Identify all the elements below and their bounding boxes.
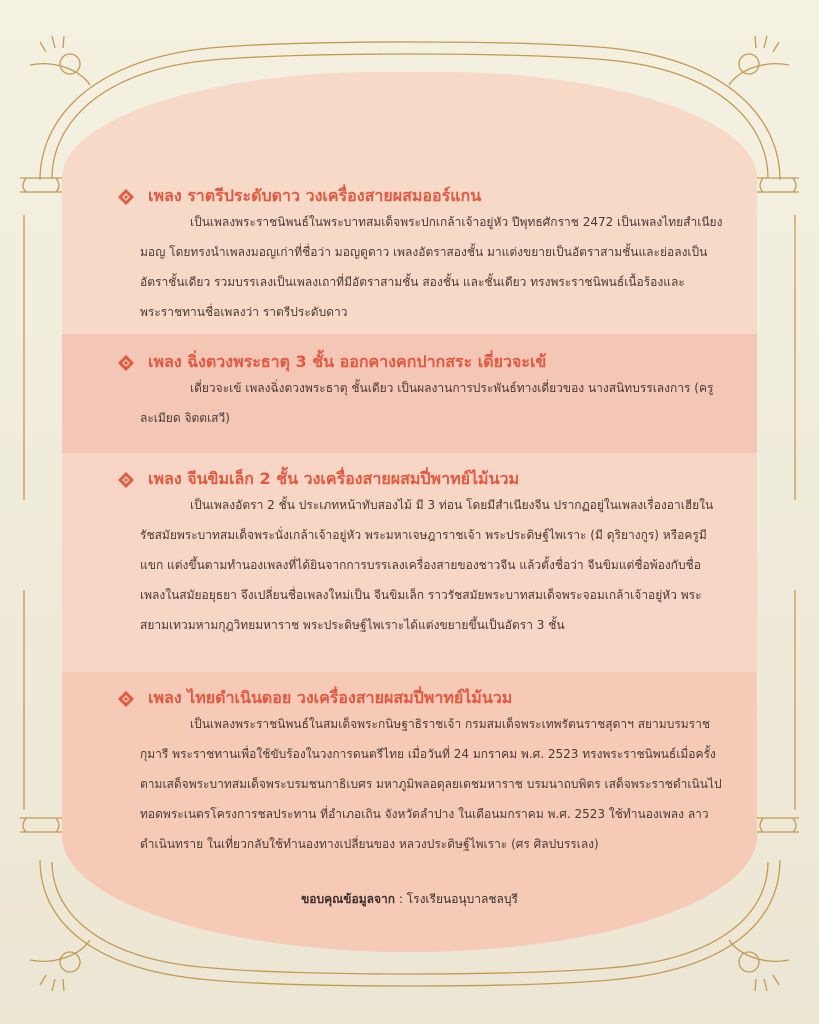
section-body: เป็นเพลงพระราชนิพนธ์ในพระบาทสมเด็จพระปกเกล้าเจ้าอยู่หัว ปีพุทธศักราช 2472 เป็นเพลงไทยสำเนียงมอญ โดยทรงนำเพลงมอญเก่าที่ชื่อว่า มอญดูดาว เพลงอัตราสองชั้น มาแต่งขยายเป็นอัตราสามชั้นและย่อลงเป็นอัตราชั้นเดียว รวมบรรเลงเป็นเพลงเถาที่มีอัตราสามชั้น สองชั้น และชั้นเดียว ทรงพระราชนิพนธ์เนื้อร้องและพระราชทานชื่อเพลงว่า ราตรีประดับดาว bbox=[140, 215, 723, 319]
section-body: เป็นเพลงพระราชนิพนธ์ในสมเด็จพระกนิษฐาธิราชเจ้า กรมสมเด็จพระเทพรัตนราชสุดาฯ สยามบรมราชกุมารี พระราชทานเพื่อใช้ขับร้องในวงการดนตรีไทย เมื่อวันที่ 24 มกราคม พ.ศ. 2523 ทรงพระราชนิพนธ์เมื่อครั้งตามเสด็จพระบาทสมเด็จพระบรมชนกาธิเบศร มหาภูมิพลอดุลยเดชมหาราช บรมนาถบพิตร เสด็จพระราชดำเนินไปทอดพระเนตรโครงการชลประทาน ที่อำเภอเถิน จังหวัดลำปาง ในเดือนมกราคม พ.ศ. 2523 ใช้ทำนองเพลง ลาวดำเนินทราย ในเที่ยวกลับใช้ทำนองทางเปลี่ยนของ หลวงประดิษฐ์ไพเราะ (ศร ศิลปบรรเลง) bbox=[140, 717, 722, 851]
credit-label: ขอบคุณข้อมูลจาก bbox=[301, 892, 395, 906]
song-section-1 bbox=[62, 72, 757, 334]
section-body: เป็นเพลงอัตรา 2 ชั้น ประเภทหน้าทับสองไม้ มี 3 ท่อน โดยมีสำเนียงจีน ปรากฏอยู่ในเพลงเรื่องอาเฮียในรัชสมัยพระบาทสมเด็จพระนั่งเกล้าเจ้าอยู่หัว พระมหาเจษฎาราชเจ้า พระประดิษฐ์ไพเราะ (มี ดุริยางกูร) หรือครูมีแขก แต่งขึ้นตามทำนองเพลงที่ได้ยินจากการบรรเลงเครื่องสายของชาวจีน แล้วตั้งชื่อว่า จีนขิมแต่ชื่อพ้องกับชื่อเพลงในสมัยอยุธยา จึงเปลี่ยนชื่อเพลงใหม่เป็น จีนขิมเล็ก ราวรัชสมัยพระบาทสมเด็จพระจอมเกล้าเจ้าอยู่หัว พระสยามเทวมหามกุฎวิทยมหาราช พระประดิษฐ์ไพเราะได้แต่งขยายขึ้นเป็นอัตรา 3 ชั้น bbox=[140, 498, 714, 632]
song-section-2 bbox=[62, 334, 757, 453]
section-title: เพลง ฉิ่งตวงพระธาตุ 3 ชั้น ออกคางคกปากสระ เดี่ยวจะเข้ bbox=[148, 352, 547, 371]
section-title: เพลง ไทยดำเนินดอย วงเครื่องสายผสมปี่พาทย์ไม้นวม bbox=[148, 688, 513, 707]
credit-line bbox=[0, 890, 819, 909]
song-section-4 bbox=[62, 672, 757, 952]
ornament-diamond-icon bbox=[118, 355, 134, 371]
ornament-diamond-icon bbox=[118, 472, 134, 488]
credit-source: โรงเรียนอนุบาลชลบุรี bbox=[406, 892, 518, 906]
section-title: เพลง จีนขิมเล็ก 2 ชั้น วงเครื่องสายผสมปี่พาทย์ไม้นวม bbox=[148, 469, 520, 488]
ornament-diamond-icon bbox=[118, 189, 134, 205]
credit-separator: : bbox=[395, 892, 407, 906]
section-body: เดี่ยวจะเข้ เพลงฉิ่งตวงพระธาตุ ชั้นเดียว เป็นผลงานการประพันธ์ทางเดี่ยวของ นางสนิทบรรเลงการ (ครูละเมียด จิตตเสวี) bbox=[140, 381, 714, 425]
section-title-row bbox=[118, 350, 546, 375]
section-title-row bbox=[118, 184, 481, 209]
ornament-diamond-icon bbox=[118, 691, 134, 707]
section-title-row bbox=[118, 686, 512, 711]
song-section-3 bbox=[62, 453, 757, 672]
content-panel bbox=[62, 72, 757, 952]
section-title-row bbox=[118, 467, 519, 492]
section-title: เพลง ราตรีประดับดาว วงเครื่องสายผสมออร์แกน bbox=[148, 186, 482, 205]
